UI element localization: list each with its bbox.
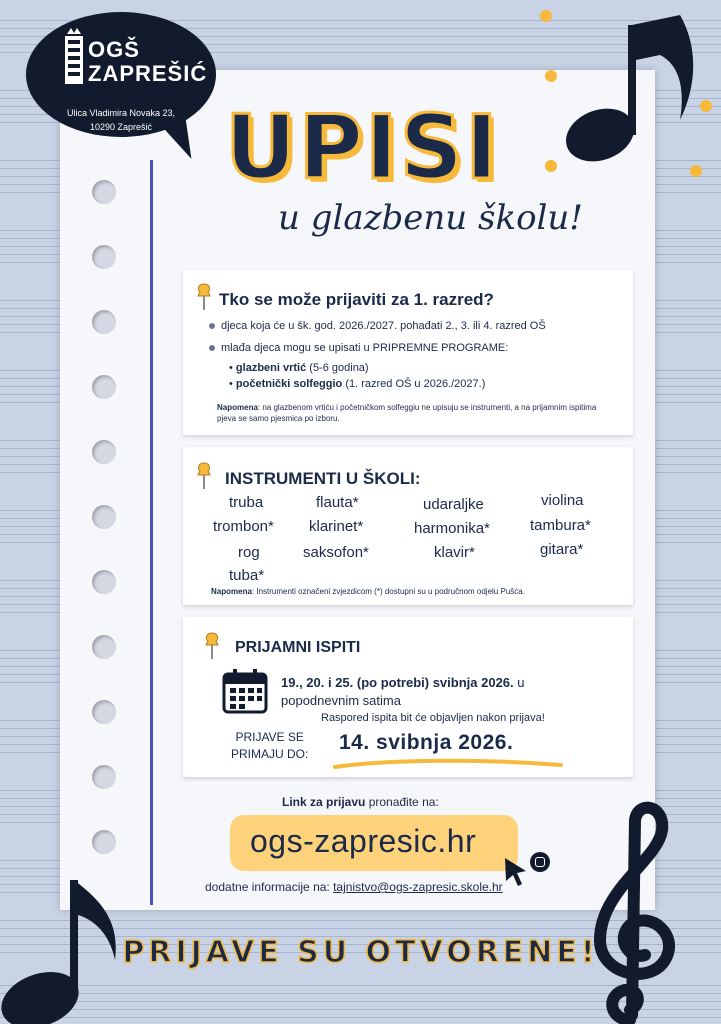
who-bullet-1-text: djeca koja će u šk. god. 2026./2027. pohađati 2., 3. ili 4. razred OŠ (221, 320, 546, 332)
instruments-note-text: : Instrumenti označeni zvjezdicom (*) dostupni su u područnom odjelu Pušća. (251, 587, 525, 596)
instruments-card (183, 447, 633, 605)
instrument-item: tuba* (229, 567, 265, 584)
piano-logo-icon (63, 28, 85, 86)
instrument-item: harmonika* (414, 520, 490, 537)
deadline-underline (333, 757, 563, 771)
exam-dates-bold: 19., 20. i 25. (po potrebi) svibnja 2026. (281, 675, 514, 690)
who-sub-bullet-2: • početnički solfeggio (1. razred OŠ u 2026./2027.) (229, 378, 486, 390)
who-note-text: : na glazbenom vrtiću i početničkom solfeggiu ne upisuju se instrumenti, a na prijamnim ispitima pjeva se samo pjesmica po izboru. (217, 403, 597, 423)
who-can-apply-card (183, 270, 633, 435)
website-link[interactable]: ogs-zapresic.hr (250, 823, 477, 859)
who-heading: Tko se može prijaviti za 1. razred? (219, 290, 494, 309)
instrument-item: rog (238, 544, 260, 561)
logo-line-1: OGŠ (88, 37, 140, 62)
instrument-item: klavir* (434, 544, 475, 561)
link-label-bold: Link za prijavu (282, 795, 366, 809)
instruments-note (211, 586, 631, 597)
exams-heading: PRIJAMNI ISPITI (235, 639, 361, 656)
margin-line (150, 160, 153, 905)
pushpin-icon (201, 631, 223, 661)
exam-dates-line2: popodnevnim satima (281, 693, 401, 708)
instrument-item: violina (541, 492, 584, 509)
instrument-item: saksofon* (303, 544, 369, 561)
more-info-label: dodatne informacije na: (205, 880, 334, 894)
address-line-1: Ulica Vladimira Novaka 23, (66, 108, 176, 118)
instrument-item: truba (229, 494, 264, 511)
deadline-label-2: PRIMAJU DO: (231, 747, 309, 761)
page-title: UPISI (225, 96, 500, 199)
instruments-heading: INSTRUMENTI U ŠKOLI: (225, 469, 421, 488)
instrument-item: trombon* (213, 518, 274, 535)
cursor-icon (502, 855, 532, 887)
pushpin-icon (193, 282, 215, 312)
decor-dot (540, 10, 552, 22)
who-bullet-2-text: mlađa djeca mogu se upisati u PRIPREMNE PROGRAME: (221, 342, 509, 354)
sub1-rest: (5-6 godina) (306, 362, 369, 374)
email-link[interactable]: tajnistvo@ogs-zapresic.skole.hr (333, 880, 503, 894)
school-logo-name (88, 38, 207, 86)
decor-dot (545, 160, 557, 172)
sub1-bold: glazbeni vrtić (235, 362, 307, 374)
more-info (205, 880, 503, 894)
address-line-2: 10290 Zaprešić (89, 122, 153, 132)
applications-open-banner: PRIJAVE SU OTVORENE! (122, 935, 599, 970)
exams-card (183, 617, 633, 777)
instrument-item: udaraljke (423, 496, 484, 513)
school-address (56, 106, 186, 134)
link-label (282, 795, 439, 809)
instrument-item: flauta* (316, 494, 359, 511)
link-label-rest: pronađite na: (365, 795, 439, 809)
instruments-note-label: Napomena (211, 587, 252, 596)
sub2-rest: (1. razred OŠ u 2026./2027.) (342, 378, 486, 390)
who-note (217, 402, 607, 424)
music-note-icon (560, 10, 710, 180)
calendar-icon (221, 667, 269, 715)
instagram-icon[interactable] (530, 852, 550, 872)
instrument-item: gitara* (540, 541, 584, 558)
treble-clef-icon (570, 800, 700, 1024)
deadline-date: 14. svibnja 2026. (339, 731, 514, 754)
page-subtitle: u glazbenu školu! (278, 198, 583, 238)
exam-dates-rest: u (513, 675, 525, 690)
deadline-label-1: PRIJAVE SE (235, 730, 304, 744)
instrument-item: tambura* (530, 517, 591, 534)
logo-line-2: ZAPREŠIĆ (88, 61, 208, 86)
bullet-dot (209, 323, 215, 329)
who-sub-bullet-1: • glazbeni vrtić (5-6 godina) (229, 362, 369, 374)
sub2-bold: početnički solfeggio (235, 378, 343, 390)
instrument-item: klarinet* (309, 518, 364, 535)
bullet-dot (209, 345, 215, 351)
who-bullet-2 (209, 342, 508, 354)
decor-dot (545, 70, 557, 82)
deadline-label (231, 729, 308, 763)
who-note-label: Napomena (217, 403, 258, 412)
exam-dates (281, 675, 525, 690)
pushpin-icon (193, 461, 215, 491)
schedule-note: Raspored ispita bit će objavljen nakon prijava! (321, 712, 545, 724)
who-bullet-1 (209, 320, 546, 332)
